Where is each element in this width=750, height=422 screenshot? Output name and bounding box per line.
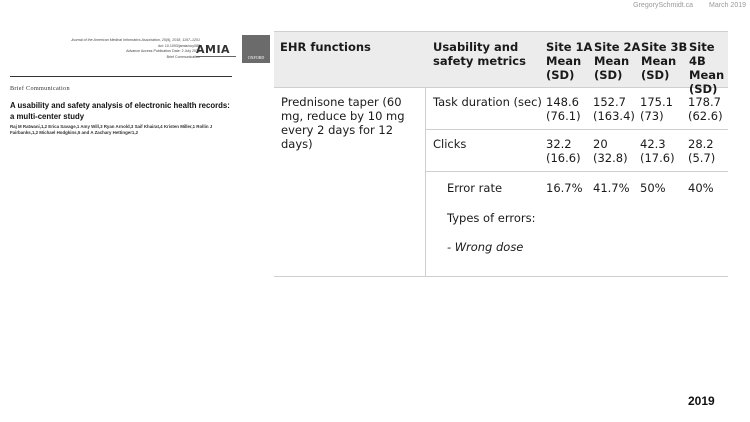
citation-line: Journal of the American Medical Informatics Association, 25(9), 2018, 1197–1201 (70, 38, 200, 42)
paper-thumbnail (10, 34, 270, 154)
value-cell: 152.7 (163.4) (593, 95, 635, 123)
paper-citation (50, 38, 200, 60)
metric-task-duration: Task duration (sec) (433, 95, 542, 109)
citation-line: Advance Access Publication Date: 2 July 2018 (126, 49, 200, 54)
value-cell: 50% (640, 181, 666, 195)
value-cell: 40% (688, 181, 714, 195)
value-cell: 41.7% (593, 181, 630, 195)
paper-authors: Raj M Ratwani,1,2 Erica Savage,1 Amy Will,3 Ryan Arnold,3 Saif Khairat,4 Kristen Miller,1 Rollin J Fairbanks,1,2 Michael Hodgkins,5 and A Zachary Hettinger1,2 (10, 124, 213, 136)
value-cell: 178.7 (62.6) (688, 95, 723, 123)
table-bottom-border (274, 276, 728, 277)
slide-year: 2019 (688, 394, 715, 408)
row-divider (426, 171, 728, 172)
oxford-logo: OXFORD (242, 35, 270, 63)
site-name: GregorySchmidt.ca (633, 2, 694, 9)
citation-line: doi: 10.1093/jamia/ocy088 (158, 43, 200, 48)
value-cell: 175.1 (73) (640, 95, 673, 123)
metric-error-rate: Error rate (447, 181, 503, 195)
amia-logo: AMIA (196, 43, 231, 56)
divider (10, 76, 232, 77)
slide-header-meta (619, 2, 746, 9)
article-type: Brief Communication (10, 85, 70, 92)
header-ehr-functions: EHR functions (280, 40, 371, 54)
logo-underline (196, 56, 236, 57)
value-cell: 148.6 (76.1) (546, 95, 581, 123)
metric-clicks: Clicks (433, 137, 467, 151)
header-site-3b: Site 3B Mean (SD) (641, 40, 688, 82)
results-table (274, 31, 728, 277)
header-site-2a: Site 2A Mean (SD) (594, 40, 641, 82)
ehr-function-cell: Prednisone taper (60 mg, reduce by 10 mg every 2 days for 12 days) (281, 95, 405, 151)
header-site-4b: Site 4B Mean (SD) (689, 40, 725, 96)
error-type-item: - Wrong dose (447, 240, 524, 254)
header-site-1a: Site 1A Mean (SD) (546, 40, 593, 82)
value-cell: 16.7% (546, 181, 583, 195)
error-types-label: Types of errors: (447, 211, 536, 225)
header-metrics: Usability and safety metrics (433, 40, 526, 68)
value-cell: 32.2 (16.6) (546, 137, 581, 165)
row-divider (426, 129, 728, 130)
value-cell: 20 (32.8) (593, 137, 628, 165)
paper-title: A usability and safety analysis of electronic health records: a multi-center study (10, 101, 230, 121)
citation-line: Brief Communication (166, 54, 200, 59)
slide-date: March 2019 (709, 2, 746, 9)
column-divider (425, 88, 426, 277)
value-cell: 28.2 (5.7) (688, 137, 716, 165)
value-cell: 42.3 (17.6) (640, 137, 675, 165)
